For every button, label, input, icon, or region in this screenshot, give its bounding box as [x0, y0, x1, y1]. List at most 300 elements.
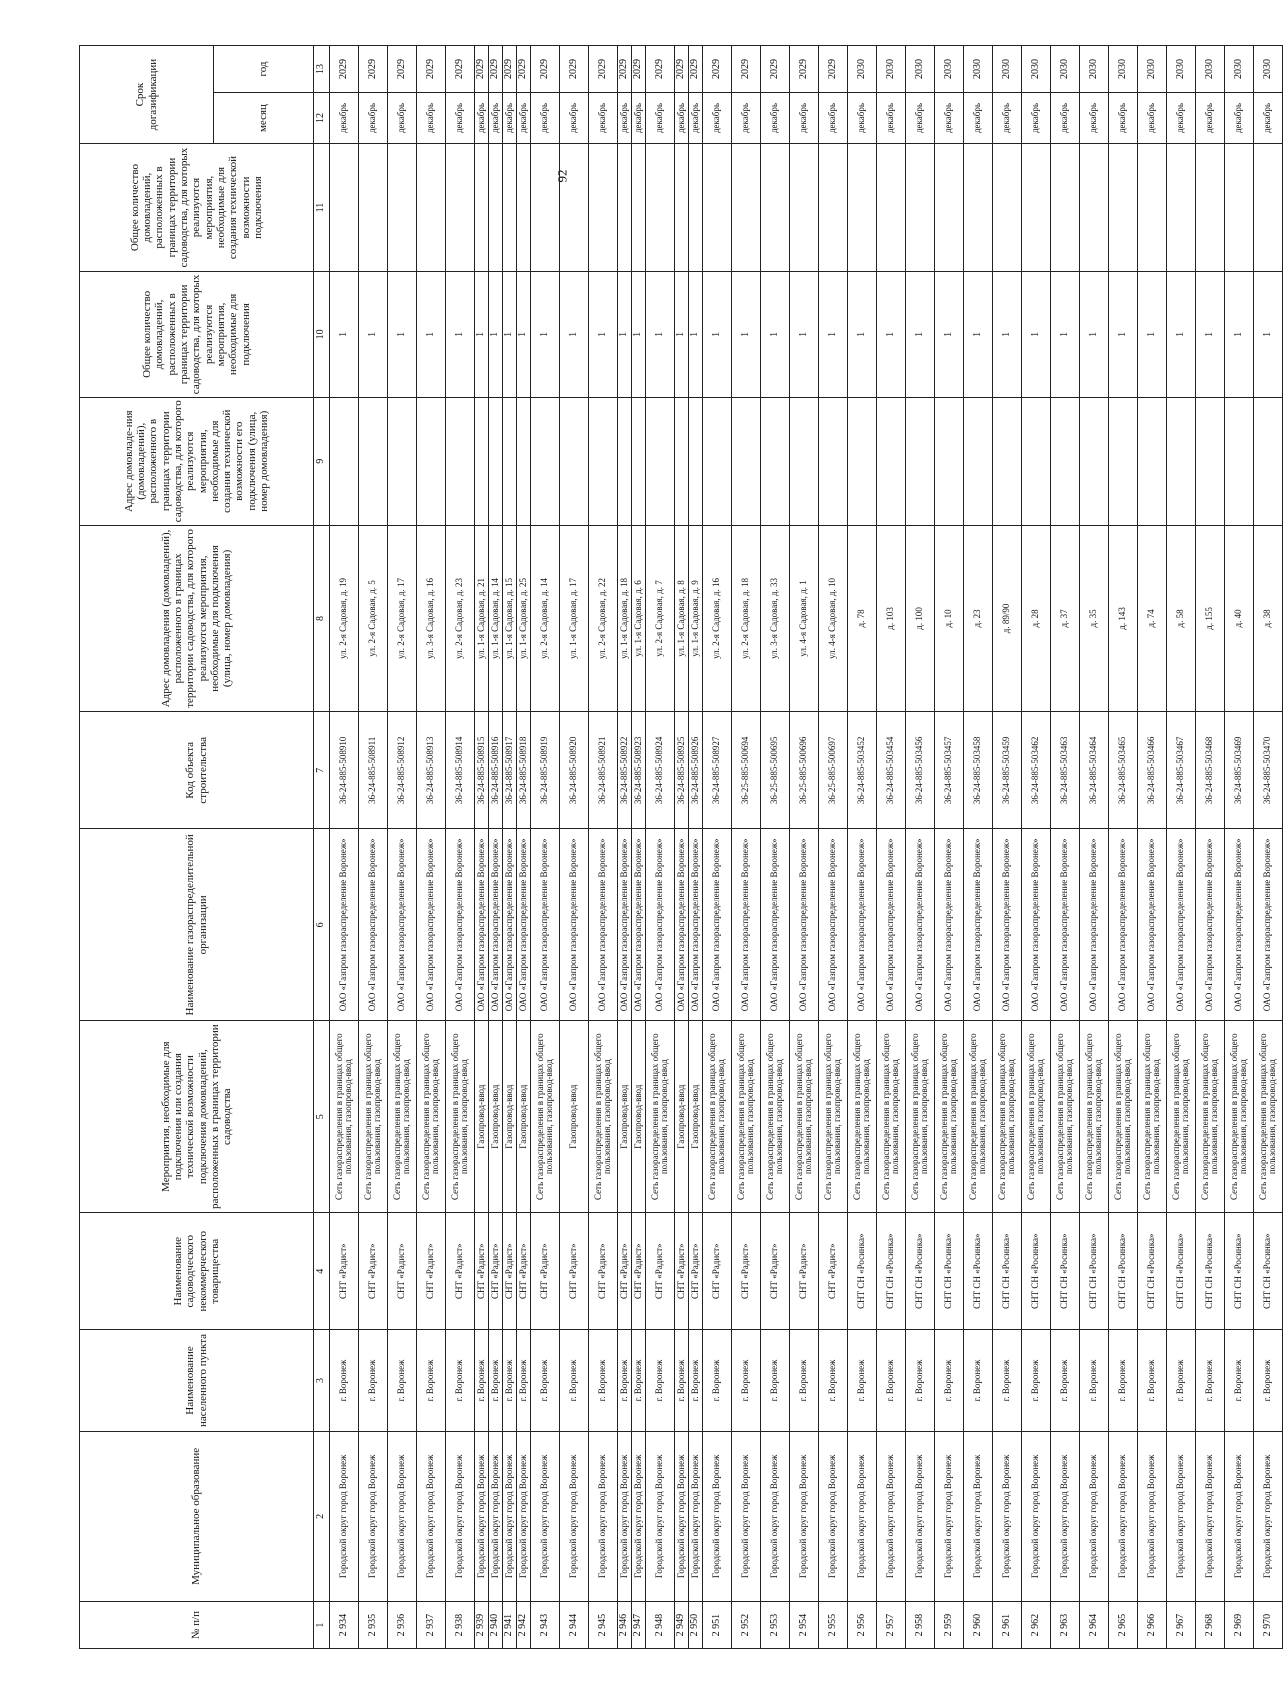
cell-row-number: 2 962 — [1022, 1602, 1051, 1649]
cell-settlement: г. Воронеж — [489, 1330, 503, 1431]
cell-deadline-month: декабрь — [703, 92, 732, 143]
cell-gas-org: ОАО «Газпром газораспределение Воронеж» — [475, 829, 489, 1021]
cell-settlement: г. Воронеж — [1109, 1330, 1138, 1431]
header-c8: Адрес домовладения (домовладений), расположенного в границах территории садоводства, для которого реализуются мероприятия, необходимые для подключения (улица, номер домовладения) — [80, 525, 314, 712]
cell-settlement: г. Воронеж — [446, 1330, 475, 1431]
cell-snt-name: СНТ СН «Росинка» — [1225, 1213, 1254, 1330]
cell-connections-count: 1 — [1138, 272, 1167, 398]
cell-connections-count: 1 — [1225, 272, 1254, 398]
cell-municipality: Городской округ город Воронеж — [388, 1431, 417, 1602]
cell-snt-name: СНТ «Радист» — [646, 1213, 675, 1330]
cell-gas-org: ОАО «Газпром газораспределение Воронеж» — [388, 829, 417, 1021]
cell-tech-count — [689, 144, 703, 272]
cell-tech-count — [906, 144, 935, 272]
cell-deadline-month: декабрь — [517, 92, 531, 143]
cell-connection-address: д. 74 — [1138, 525, 1167, 712]
column-number: 1 — [314, 1602, 330, 1649]
cell-snt-name: СНТ СН «Росинка» — [1080, 1213, 1109, 1330]
cell-connections-count: 1 — [964, 272, 993, 398]
cell-connection-address: ул. 3-я Садовая, д. 16 — [417, 525, 446, 712]
cell-tech-address — [877, 397, 906, 525]
cell-connection-address: ул. 1-я Садовая, д. 25 — [517, 525, 531, 712]
cell-object-code: 36-25-885-500697 — [819, 712, 848, 829]
cell-snt-name: СНТ «Радист» — [517, 1213, 531, 1330]
cell-gas-org: ОАО «Газпром газораспределение Воронеж» — [446, 829, 475, 1021]
column-number: 9 — [314, 397, 330, 525]
cell-tech-count — [646, 144, 675, 272]
cell-row-number: 2 960 — [964, 1602, 993, 1649]
cell-deadline-month: декабрь — [388, 92, 417, 143]
cell-object-code: 36-24-885-508921 — [589, 712, 618, 829]
cell-municipality: Городской округ город Воронеж — [446, 1431, 475, 1602]
cell-settlement: г. Воронеж — [618, 1330, 632, 1431]
cell-tech-count — [1196, 144, 1225, 272]
cell-tech-address — [790, 397, 819, 525]
cell-snt-name: СНТ СН «Росинка» — [935, 1213, 964, 1330]
cell-settlement: г. Воронеж — [993, 1330, 1022, 1431]
cell-connections-count: 1 — [1051, 272, 1080, 398]
cell-tech-count — [359, 144, 388, 272]
cell-gas-org: ОАО «Газпром газораспределение Воронеж» — [1138, 829, 1167, 1021]
cell-tech-address — [906, 397, 935, 525]
cell-gas-org: ОАО «Газпром газораспределение Воронеж» — [1051, 829, 1080, 1021]
cell-settlement: г. Воронеж — [1225, 1330, 1254, 1431]
cell-deadline-year: 2029 — [446, 46, 475, 93]
header-c4: Наименование садоводческого некоммерческого товарищества — [80, 1213, 314, 1330]
cell-object-code: 36-25-885-500694 — [732, 712, 761, 829]
table-row — [1167, 46, 1196, 1649]
cell-connections-count: 1 — [675, 272, 689, 398]
cell-works: Сеть газораспределения в границах общего пользования, газопровод-ввод — [646, 1021, 675, 1213]
cell-deadline-month: декабрь — [964, 92, 993, 143]
table-row — [790, 46, 819, 1649]
cell-connection-address: ул. 1-я Садовая, д. 18 — [618, 525, 632, 712]
cell-connection-address: ул. 2-я Садовая, д. 23 — [446, 525, 475, 712]
header-c3: Наименование населенного пункта — [80, 1330, 314, 1431]
column-number: 4 — [314, 1213, 330, 1330]
header-deadline: Срок догазификации — [80, 46, 214, 144]
cell-gas-org: ОАО «Газпром газораспределение Воронеж» — [589, 829, 618, 1021]
cell-works: Сеть газораспределения в границах общего пользования, газопровод-ввод — [330, 1021, 359, 1213]
cell-object-code: 36-24-885-508911 — [359, 712, 388, 829]
cell-tech-address — [560, 397, 589, 525]
cell-connections-count: 1 — [330, 272, 359, 398]
cell-works: Сеть газораспределения в границах общего пользования, газопровод-ввод — [877, 1021, 906, 1213]
cell-row-number: 2 969 — [1225, 1602, 1254, 1649]
cell-deadline-month: декабрь — [1254, 92, 1283, 143]
cell-deadline-year: 2030 — [1022, 46, 1051, 93]
cell-works: Сеть газораспределения в границах общего пользования, газопровод-ввод — [531, 1021, 560, 1213]
cell-connections-count: 1 — [417, 272, 446, 398]
cell-settlement: г. Воронеж — [906, 1330, 935, 1431]
table-row — [618, 46, 632, 1649]
cell-row-number: 2 959 — [935, 1602, 964, 1649]
cell-deadline-year: 2029 — [819, 46, 848, 93]
cell-snt-name: СНТ «Радист» — [618, 1213, 632, 1330]
table-row — [703, 46, 732, 1649]
cell-gas-org: ОАО «Газпром газораспределение Воронеж» — [1196, 829, 1225, 1021]
cell-tech-count — [761, 144, 790, 272]
cell-municipality: Городской округ город Воронеж — [1196, 1431, 1225, 1602]
cell-municipality: Городской округ город Воронеж — [503, 1431, 517, 1602]
cell-row-number: 2 944 — [560, 1602, 589, 1649]
cell-connection-address: ул. 2-я Садовая, д. 5 — [359, 525, 388, 712]
cell-gas-org: ОАО «Газпром газораспределение Воронеж» — [848, 829, 877, 1021]
table-header — [80, 46, 314, 1649]
cell-connections-count: 1 — [1167, 272, 1196, 398]
cell-deadline-month: декабрь — [761, 92, 790, 143]
cell-works: Сеть газораспределения в границах общего пользования, газопровод-ввод — [446, 1021, 475, 1213]
cell-deadline-year: 2029 — [388, 46, 417, 93]
cell-deadline-year: 2029 — [703, 46, 732, 93]
cell-deadline-month: декабрь — [1138, 92, 1167, 143]
cell-object-code: 36-24-885-508915 — [475, 712, 489, 829]
cell-object-code: 36-24-885-508926 — [689, 712, 703, 829]
cell-snt-name: СНТ СН «Росинка» — [1022, 1213, 1051, 1330]
cell-works: Газопровод-ввод — [475, 1021, 489, 1213]
cell-tech-address — [1196, 397, 1225, 525]
cell-object-code: 36-24-885-508916 — [489, 712, 503, 829]
cell-connections-count: 1 — [703, 272, 732, 398]
cell-snt-name: СНТ «Радист» — [703, 1213, 732, 1330]
cell-connection-address: д. 155 — [1196, 525, 1225, 712]
cell-tech-address — [1109, 397, 1138, 525]
cell-municipality: Городской округ город Воронеж — [790, 1431, 819, 1602]
cell-snt-name: СНТ «Радист» — [589, 1213, 618, 1330]
cell-connections-count: 1 — [475, 272, 489, 398]
cell-row-number: 2 957 — [877, 1602, 906, 1649]
cell-tech-address — [1080, 397, 1109, 525]
table-row — [560, 46, 589, 1649]
cell-row-number: 2 937 — [417, 1602, 446, 1649]
cell-connection-address: ул. 1-я Садовая, д. 6 — [632, 525, 646, 712]
cell-municipality: Городской округ город Воронеж — [475, 1431, 489, 1602]
cell-row-number: 2 938 — [446, 1602, 475, 1649]
cell-settlement: г. Воронеж — [877, 1330, 906, 1431]
cell-works: Сеть газораспределения в границах общего пользования, газопровод-ввод — [790, 1021, 819, 1213]
cell-tech-address — [531, 397, 560, 525]
cell-object-code: 36-24-885-508919 — [531, 712, 560, 829]
cell-settlement: г. Воронеж — [1051, 1330, 1080, 1431]
cell-deadline-year: 2029 — [359, 46, 388, 93]
header-c1: № п/п — [80, 1602, 314, 1649]
column-number: 7 — [314, 712, 330, 829]
cell-row-number: 2 935 — [359, 1602, 388, 1649]
cell-settlement: г. Воронеж — [632, 1330, 646, 1431]
cell-deadline-year: 2029 — [732, 46, 761, 93]
cell-gas-org: ОАО «Газпром газораспределение Воронеж» — [819, 829, 848, 1021]
table-row — [359, 46, 388, 1649]
cell-deadline-year: 2030 — [1254, 46, 1283, 93]
cell-settlement: г. Воронеж — [675, 1330, 689, 1431]
cell-connection-address: д. 78 — [848, 525, 877, 712]
cell-municipality: Городской округ город Воронеж — [560, 1431, 589, 1602]
table-row — [732, 46, 761, 1649]
cell-tech-address — [732, 397, 761, 525]
cell-deadline-month: декабрь — [359, 92, 388, 143]
cell-gas-org: ОАО «Газпром газораспределение Воронеж» — [517, 829, 531, 1021]
cell-connections-count: 1 — [761, 272, 790, 398]
cell-deadline-year: 2030 — [877, 46, 906, 93]
cell-row-number: 2 963 — [1051, 1602, 1080, 1649]
cell-object-code: 36-24-885-503462 — [1022, 712, 1051, 829]
cell-gas-org: ОАО «Газпром газораспределение Воронеж» — [359, 829, 388, 1021]
cell-settlement: г. Воронеж — [790, 1330, 819, 1431]
cell-settlement: г. Воронеж — [531, 1330, 560, 1431]
cell-deadline-month: декабрь — [1109, 92, 1138, 143]
table-row — [1080, 46, 1109, 1649]
cell-works: Сеть газораспределения в границах общего пользования, газопровод-ввод — [1254, 1021, 1283, 1213]
table-row — [489, 46, 503, 1649]
cell-settlement: г. Воронеж — [703, 1330, 732, 1431]
cell-row-number: 2 939 — [475, 1602, 489, 1649]
cell-snt-name: СНТ «Радист» — [732, 1213, 761, 1330]
cell-works: Сеть газораспределения в границах общего пользования, газопровод-ввод — [993, 1021, 1022, 1213]
cell-gas-org: ОАО «Газпром газораспределение Воронеж» — [935, 829, 964, 1021]
cell-snt-name: СНТ «Радист» — [819, 1213, 848, 1330]
cell-deadline-month: декабрь — [560, 92, 589, 143]
table-row — [1109, 46, 1138, 1649]
cell-connections-count: 1 — [877, 272, 906, 398]
cell-connections-count: 1 — [732, 272, 761, 398]
cell-tech-count — [1022, 144, 1051, 272]
header-c7: Код объекта строительства — [80, 712, 314, 829]
cell-deadline-month: декабрь — [417, 92, 446, 143]
cell-tech-address — [689, 397, 703, 525]
cell-tech-count — [417, 144, 446, 272]
cell-works: Сеть газораспределения в границах общего пользования, газопровод-ввод — [1051, 1021, 1080, 1213]
cell-deadline-year: 2029 — [618, 46, 632, 93]
cell-works: Сеть газораспределения в границах общего пользования, газопровод-ввод — [1225, 1021, 1254, 1213]
cell-row-number: 2 952 — [732, 1602, 761, 1649]
column-number: 6 — [314, 829, 330, 1021]
cell-object-code: 36-24-885-508912 — [388, 712, 417, 829]
cell-municipality: Городской округ город Воронеж — [531, 1431, 560, 1602]
cell-row-number: 2 965 — [1109, 1602, 1138, 1649]
cell-deadline-year: 2029 — [531, 46, 560, 93]
cell-snt-name: СНТ СН «Росинка» — [906, 1213, 935, 1330]
cell-settlement: г. Воронеж — [517, 1330, 531, 1431]
cell-municipality: Городской округ город Воронеж — [1022, 1431, 1051, 1602]
cell-connections-count: 1 — [531, 272, 560, 398]
cell-deadline-month: декабрь — [819, 92, 848, 143]
cell-works: Сеть газораспределения в границах общего пользования, газопровод-ввод — [359, 1021, 388, 1213]
cell-settlement: г. Воронеж — [388, 1330, 417, 1431]
cell-deadline-month: декабрь — [732, 92, 761, 143]
cell-deadline-month: декабрь — [675, 92, 689, 143]
header-c11: Общее количество домовладений, расположенных в границах территории садоводства, для которых реализуются мероприятия, необходимые для создания технической возможности подключения — [80, 144, 314, 272]
table-row — [675, 46, 689, 1649]
cell-deadline-month: декабрь — [618, 92, 632, 143]
table-row — [1138, 46, 1167, 1649]
cell-municipality: Городской округ город Воронеж — [819, 1431, 848, 1602]
cell-settlement: г. Воронеж — [503, 1330, 517, 1431]
cell-municipality: Городской округ город Воронеж — [703, 1431, 732, 1602]
cell-row-number: 2 936 — [388, 1602, 417, 1649]
cell-deadline-month: декабрь — [848, 92, 877, 143]
cell-object-code: 36-24-885-508922 — [618, 712, 632, 829]
cell-deadline-year: 2029 — [675, 46, 689, 93]
table-row — [646, 46, 675, 1649]
cell-connection-address: ул. 2-я Садовая, д. 18 — [732, 525, 761, 712]
column-number: 10 — [314, 272, 330, 398]
cell-snt-name: СНТ СН «Росинка» — [848, 1213, 877, 1330]
cell-connections-count: 1 — [848, 272, 877, 398]
cell-municipality: Городской округ город Воронеж — [689, 1431, 703, 1602]
cell-object-code: 36-24-885-503463 — [1051, 712, 1080, 829]
cell-tech-count — [475, 144, 489, 272]
cell-row-number: 2 940 — [489, 1602, 503, 1649]
column-number: 2 — [314, 1431, 330, 1602]
table-row — [531, 46, 560, 1649]
cell-tech-address — [1138, 397, 1167, 525]
cell-works: Сеть газораспределения в границах общего пользования, газопровод-ввод — [848, 1021, 877, 1213]
table-row — [993, 46, 1022, 1649]
cell-works: Газопровод-ввод — [560, 1021, 589, 1213]
table-row — [689, 46, 703, 1649]
cell-object-code: 36-24-885-508914 — [446, 712, 475, 829]
cell-snt-name: СНТ «Радист» — [330, 1213, 359, 1330]
cell-snt-name: СНТ «Радист» — [560, 1213, 589, 1330]
cell-gas-org: ОАО «Газпром газораспределение Воронеж» — [1167, 829, 1196, 1021]
cell-snt-name: СНТ «Радист» — [475, 1213, 489, 1330]
header-year: год — [214, 46, 314, 93]
cell-object-code: 36-24-885-503457 — [935, 712, 964, 829]
cell-deadline-month: декабрь — [475, 92, 489, 143]
cell-settlement: г. Воронеж — [560, 1330, 589, 1431]
table-row — [475, 46, 489, 1649]
cell-deadline-year: 2030 — [1109, 46, 1138, 93]
cell-snt-name: СНТ СН «Росинка» — [1138, 1213, 1167, 1330]
rotated-page — [79, 45, 1277, 1649]
header-c2: Муниципальное образование — [80, 1431, 314, 1602]
cell-row-number: 2 947 — [632, 1602, 646, 1649]
cell-settlement: г. Воронеж — [1254, 1330, 1283, 1431]
table-row — [906, 46, 935, 1649]
cell-settlement: г. Воронеж — [646, 1330, 675, 1431]
cell-connections-count: 1 — [359, 272, 388, 398]
cell-deadline-month: декабрь — [935, 92, 964, 143]
table-row — [446, 46, 475, 1649]
cell-tech-address — [935, 397, 964, 525]
cell-deadline-year: 2030 — [1225, 46, 1254, 93]
cell-object-code: 36-24-885-503464 — [1080, 712, 1109, 829]
cell-object-code: 36-25-885-500695 — [761, 712, 790, 829]
cell-deadline-year: 2029 — [689, 46, 703, 93]
cell-connection-address: д. 40 — [1225, 525, 1254, 712]
cell-deadline-year: 2030 — [935, 46, 964, 93]
cell-deadline-month: декабрь — [632, 92, 646, 143]
cell-deadline-year: 2030 — [1080, 46, 1109, 93]
cell-deadline-year: 2029 — [589, 46, 618, 93]
table-row — [503, 46, 517, 1649]
cell-tech-address — [517, 397, 531, 525]
column-number: 8 — [314, 525, 330, 712]
cell-snt-name: СНТ СН «Росинка» — [1051, 1213, 1080, 1330]
cell-tech-count — [1051, 144, 1080, 272]
cell-snt-name: СНТ СН «Росинка» — [1254, 1213, 1283, 1330]
cell-connection-address: д. 58 — [1167, 525, 1196, 712]
cell-works: Сеть газораспределения в границах общего пользования, газопровод-ввод — [964, 1021, 993, 1213]
cell-gas-org: ОАО «Газпром газораспределение Воронеж» — [417, 829, 446, 1021]
cell-deadline-month: декабрь — [646, 92, 675, 143]
cell-settlement: г. Воронеж — [761, 1330, 790, 1431]
cell-municipality: Городской округ город Воронеж — [417, 1431, 446, 1602]
cell-tech-count — [560, 144, 589, 272]
cell-deadline-year: 2030 — [1138, 46, 1167, 93]
cell-tech-count — [330, 144, 359, 272]
cell-tech-address — [1051, 397, 1080, 525]
cell-municipality: Городской округ город Воронеж — [646, 1431, 675, 1602]
cell-gas-org: ОАО «Газпром газораспределение Воронеж» — [732, 829, 761, 1021]
cell-deadline-year: 2030 — [1167, 46, 1196, 93]
cell-tech-count — [732, 144, 761, 272]
cell-snt-name: СНТ «Радист» — [503, 1213, 517, 1330]
cell-tech-address — [1254, 397, 1283, 525]
cell-works: Сеть газораспределения в границах общего пользования, газопровод-ввод — [703, 1021, 732, 1213]
cell-works: Сеть газораспределения в границах общего пользования, газопровод-ввод — [935, 1021, 964, 1213]
cell-snt-name: СНТ СН «Росинка» — [1196, 1213, 1225, 1330]
cell-snt-name: СНТ СН «Росинка» — [993, 1213, 1022, 1330]
cell-gas-org: ОАО «Газпром газораспределение Воронеж» — [689, 829, 703, 1021]
cell-row-number: 2 942 — [517, 1602, 531, 1649]
cell-settlement: г. Воронеж — [1196, 1330, 1225, 1431]
cell-object-code: 36-24-885-503466 — [1138, 712, 1167, 829]
cell-deadline-month: декабрь — [589, 92, 618, 143]
cell-works: Сеть газораспределения в границах общего пользования, газопровод-ввод — [417, 1021, 446, 1213]
cell-settlement: г. Воронеж — [848, 1330, 877, 1431]
cell-object-code: 36-24-885-508918 — [517, 712, 531, 829]
cell-municipality: Городской округ город Воронеж — [618, 1431, 632, 1602]
cell-deadline-year: 2029 — [560, 46, 589, 93]
cell-gas-org: ОАО «Газпром газораспределение Воронеж» — [1080, 829, 1109, 1021]
cell-connection-address: ул. 2-я Садовая, д. 17 — [388, 525, 417, 712]
table-row — [417, 46, 446, 1649]
table-row — [330, 46, 359, 1649]
cell-snt-name: СНТ «Радист» — [531, 1213, 560, 1330]
cell-object-code: 36-25-885-500696 — [790, 712, 819, 829]
cell-connection-address: д. 37 — [1051, 525, 1080, 712]
cell-deadline-year: 2029 — [646, 46, 675, 93]
cell-tech-address — [446, 397, 475, 525]
cell-tech-count — [388, 144, 417, 272]
cell-works: Газопровод-ввод — [618, 1021, 632, 1213]
cell-tech-address — [1022, 397, 1051, 525]
cell-connections-count: 1 — [446, 272, 475, 398]
cell-object-code: 36-24-885-508924 — [646, 712, 675, 829]
cell-deadline-year: 2029 — [330, 46, 359, 93]
cell-tech-count — [848, 144, 877, 272]
cell-row-number: 2 964 — [1080, 1602, 1109, 1649]
cell-connection-address: д. 10 — [935, 525, 964, 712]
cell-connections-count: 1 — [1022, 272, 1051, 398]
cell-row-number: 2 961 — [993, 1602, 1022, 1649]
cell-row-number: 2 967 — [1167, 1602, 1196, 1649]
cell-deadline-month: декабрь — [503, 92, 517, 143]
cell-deadline-year: 2030 — [848, 46, 877, 93]
cell-deadline-month: декабрь — [330, 92, 359, 143]
cell-snt-name: СНТ СН «Росинка» — [877, 1213, 906, 1330]
cell-object-code: 36-24-885-503465 — [1109, 712, 1138, 829]
cell-tech-count — [489, 144, 503, 272]
cell-connections-count: 1 — [1196, 272, 1225, 398]
cell-connection-address: д. 143 — [1109, 525, 1138, 712]
table-row — [388, 46, 417, 1649]
cell-settlement: г. Воронеж — [819, 1330, 848, 1431]
cell-snt-name: СНТ СН «Росинка» — [1167, 1213, 1196, 1330]
cell-works: Сеть газораспределения в границах общего пользования, газопровод-ввод — [1022, 1021, 1051, 1213]
cell-tech-count — [1225, 144, 1254, 272]
